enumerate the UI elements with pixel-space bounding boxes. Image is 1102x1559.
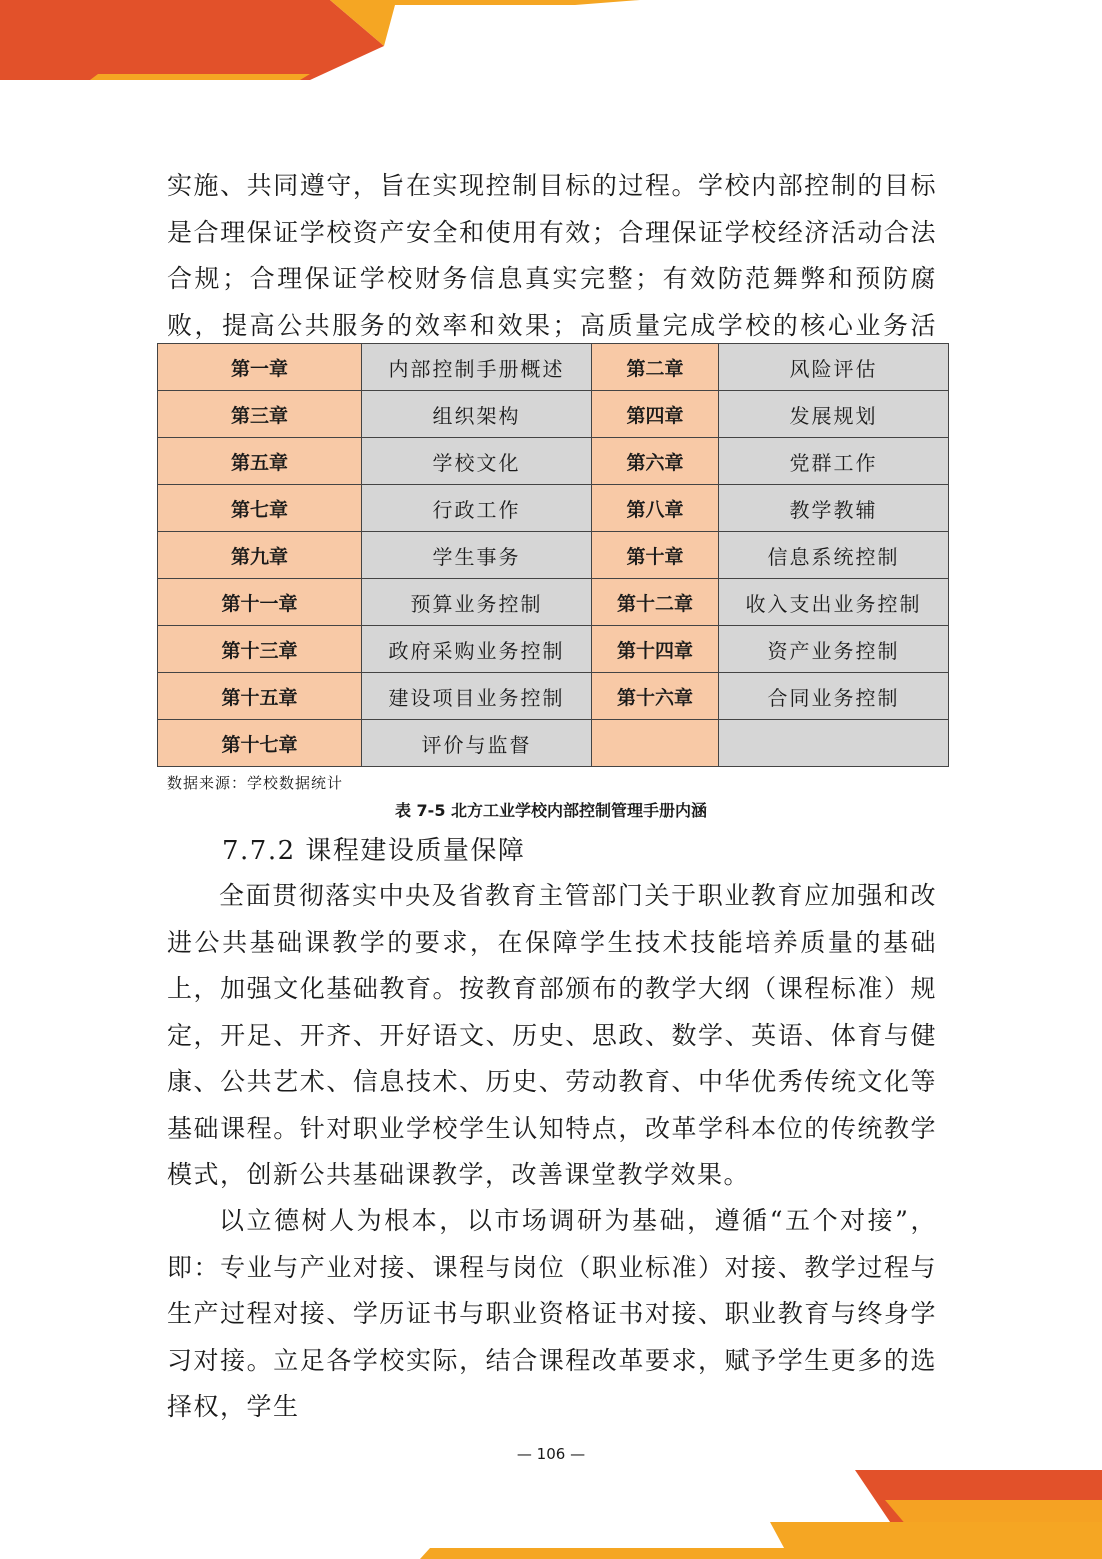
table-caption: 表 7-5 北方工业学校内部控制管理手册内涵 — [394, 801, 708, 820]
chapter-number-cell: 第十三章 — [158, 626, 362, 673]
chapter-name-cell: 学校文化 — [362, 438, 592, 485]
chapter-name-cell: 评价与监督 — [362, 720, 592, 767]
table-row — [158, 579, 949, 626]
chapter-number-cell: 第九章 — [158, 532, 362, 579]
chapter-number-cell: 第一章 — [158, 344, 362, 391]
table-row — [158, 720, 949, 767]
chapter-name-cell: 组织架构 — [362, 391, 592, 438]
table-source: 数据来源：学校数据统计 — [167, 774, 344, 792]
chapter-name-cell — [719, 720, 949, 767]
chapter-name-cell: 党群工作 — [719, 438, 949, 485]
section-heading: 7.7.2 课程建设质量保障 — [222, 836, 526, 866]
table-row — [158, 673, 949, 720]
intro-paragraph: 实施、共同遵守，旨在实现控制目标的过程。学校内部控制的目标是合理保证学校资产安全和使用有效；合理保证学校经济活动合法合规；合理保证学校财务信息真实完整；有效防范舞弊和预防腐败，提高公共服务的效率和效果；高质量完成学校的核心业务活 — [167, 171, 937, 340]
chapter-number-cell: 第五章 — [158, 438, 362, 485]
chapter-number-cell: 第八章 — [592, 485, 719, 532]
chapter-number-cell — [592, 720, 719, 767]
chapter-number-cell: 第四章 — [592, 391, 719, 438]
chapter-name-cell: 风险评估 — [719, 344, 949, 391]
chapter-number-cell: 第十六章 — [592, 673, 719, 720]
chapter-name-cell: 收入支出业务控制 — [719, 579, 949, 626]
chapter-name-cell: 政府采购业务控制 — [362, 626, 592, 673]
chapter-name-cell: 建设项目业务控制 — [362, 673, 592, 720]
chapter-name-cell: 行政工作 — [362, 485, 592, 532]
chapter-name-cell: 教学教辅 — [719, 485, 949, 532]
table-row — [158, 626, 949, 673]
chapter-number-cell: 第二章 — [592, 344, 719, 391]
chapter-number-cell: 第十七章 — [158, 720, 362, 767]
chapter-name-cell: 预算业务控制 — [362, 579, 592, 626]
page-number: — 106 — — [516, 1445, 586, 1463]
chapter-number-cell: 第七章 — [158, 485, 362, 532]
chapter-name-cell: 信息系统控制 — [719, 532, 949, 579]
section-paragraph-1: 全面贯彻落实中央及省教育主管部门关于职业教育应加强和改进公共基础课教学的要求，在保障学生技术技能培养质量的基础上，加强文化基础教育。按教育部颁布的教学大纲（课程标准）规定，开足、开齐、开好语文、历史、思政、数学、英语、体育与健康、公共艺术、信息技术、历史、劳动教育、中华优秀传统文化等基础课程。针对职业学校学生认知特点，改革学科本位的传统教学模式，创新公共基础课教学，改善课堂教学效果。 — [167, 881, 937, 1189]
chapter-name-cell: 合同业务控制 — [719, 673, 949, 720]
chapter-number-cell: 第三章 — [158, 391, 362, 438]
chapter-number-cell: 第十四章 — [592, 626, 719, 673]
chapter-name-cell: 发展规划 — [719, 391, 949, 438]
chapter-number-cell: 第六章 — [592, 438, 719, 485]
section-paragraph-2: 以立德树人为根本，以市场调研为基础，遵循“五个对接”，即：专业与产业对接、课程与岗位（职业标准）对接、教学过程与生产过程对接、学历证书与职业资格证书对接、职业教育与终身学习对接。立足各学校实际，结合课程改革要求，赋予学生更多的选择权，学生 — [167, 1206, 937, 1421]
table-row — [158, 391, 949, 438]
table-row — [158, 344, 949, 391]
chapter-table — [157, 343, 949, 767]
chapter-number-cell: 第十一章 — [158, 579, 362, 626]
chapter-name-cell: 内部控制手册概述 — [362, 344, 592, 391]
table-row — [158, 532, 949, 579]
table-row — [158, 438, 949, 485]
chapter-name-cell: 资产业务控制 — [719, 626, 949, 673]
chapter-number-cell: 第十五章 — [158, 673, 362, 720]
table-row — [158, 485, 949, 532]
chapter-name-cell: 学生事务 — [362, 532, 592, 579]
chapter-number-cell: 第十二章 — [592, 579, 719, 626]
chapter-number-cell: 第十章 — [592, 532, 719, 579]
